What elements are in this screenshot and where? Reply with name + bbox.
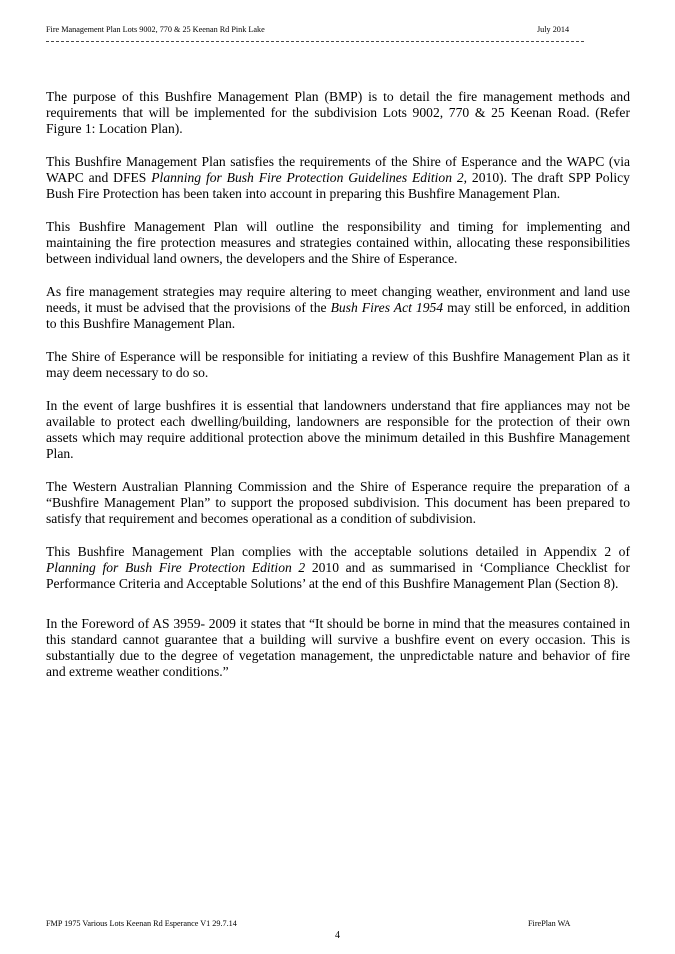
- paragraph-bush-fires-act-italic: Bush Fires Act 1954: [330, 300, 444, 315]
- header-divider: [46, 41, 584, 42]
- paragraph-bush-fires-act-text-a: As fire management strategies may require altering to meet changing weather, environment and land use needs, it must be advised that the provisions of the: [46, 284, 630, 315]
- header-title: Fire Management Plan Lots 9002, 770 & 25 Keenan Rd Pink Lake: [46, 25, 265, 34]
- paragraph-bush-fires-act-text-b: may still be enforced, in addition to this Bushfire Management Plan.: [46, 300, 630, 331]
- paragraph-compliance-text-b: 2010 and as summarised in ‘Compliance Checklist for Performance Criteria and Acceptable Solutions’ at the end of this Bushfire Management Plan (Section 8).: [46, 560, 630, 591]
- header-date: July 2014: [537, 25, 570, 34]
- footer-company: FirePlan WA: [528, 919, 571, 928]
- paragraph-compliance: [46, 544, 630, 592]
- body-text: [46, 89, 630, 697]
- paragraph-bush-fires-act: [46, 284, 630, 332]
- paragraph-purpose: The purpose of this Bushfire Management Plan (BMP) is to detail the fire management methods and requirements that will be implemented for the subdivision Lots 9002, 770 & 25 Keenan Road. (Refer Figure 1: Location Plan).: [46, 89, 630, 136]
- paragraph-review: The Shire of Esperance will be responsible for initiating a review of this Bushfire Management Plan as it may deem necessary to do so.: [46, 349, 630, 380]
- paragraph-wapc: The Western Australian Planning Commission and the Shire of Esperance require the preparation of a “Bushfire Management Plan” to support the proposed subdivision. This document has been prepared to satisfy that requirement and becomes operational as a condition of subdivision.: [46, 479, 630, 526]
- footer-document-id: FMP 1975 Various Lots Keenan Rd Esperance V1 29.7.14: [46, 919, 237, 928]
- page-number: 4: [335, 930, 340, 941]
- paragraph-foreword: In the Foreword of AS 3959- 2009 it states that “It should be borne in mind that the measures contained in this standard cannot guarantee that a building will survive a bushfire event on every occasion. This is substantially due to the degree of vegetation management, the unpredictable nature and behavior of fire and extreme weather conditions.”: [46, 616, 630, 679]
- paragraph-responsibility: This Bushfire Management Plan will outline the responsibility and timing for implementing and maintaining the fire protection measures and strategies contained within, allocating these responsibilities between individual land owners, the developers and the Shire of Esperance.: [46, 219, 630, 266]
- paragraph-requirements-text-a: This Bushfire Management Plan satisfies the requirements of the Shire of Esperance and the WAPC (via WAPC and DFES: [46, 154, 630, 185]
- paragraph-compliance-italic: Planning for Bush Fire Protection Edition 2: [46, 560, 306, 575]
- paragraph-requirements: [46, 154, 630, 202]
- paragraph-requirements-italic: Planning for Bush Fire Protection Guidelines Edition 2: [151, 170, 464, 185]
- paragraph-compliance-text-a: This Bushfire Management Plan complies with the acceptable solutions detailed in Appendix 2 of: [46, 544, 630, 559]
- paragraph-large-bushfires: In the event of large bushfires it is essential that landowners understand that fire appliances may not be available to protect each dwelling/building, landowners are responsible for the protection of their own assets which may require additional protection above the minimum detailed in this Bushfire Management Plan.: [46, 398, 630, 461]
- paragraph-requirements-text-b: , 2010). The draft SPP Policy Bush Fire Protection has been taken into account in preparing this Bushfire Management Plan.: [46, 170, 630, 201]
